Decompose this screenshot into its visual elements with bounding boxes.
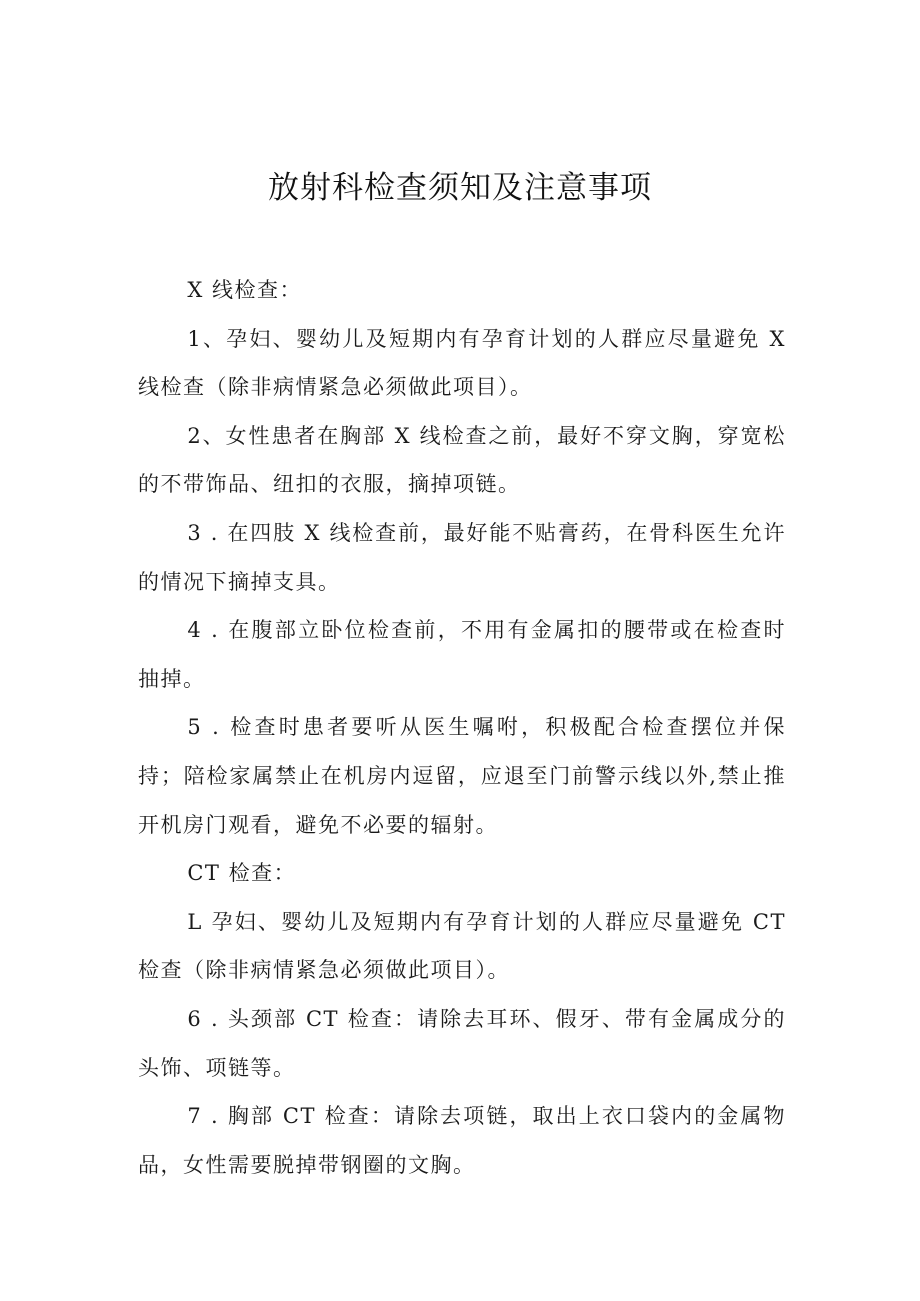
ct-item-7: 7 . 胸部 CT 检查：请除去项链，取出上衣口袋内的金属物品，女性需要脱掉带钢圈的文胸。 [138, 1104, 786, 1177]
section-heading-ct: CT 检查： [187, 861, 297, 886]
ct-item-1: L 孕妇、婴幼儿及短期内有孕育计划的人群应尽量避免 CT 检查（除非病情紧急必须做此项目）。 [138, 909, 786, 983]
xray-item-3: 3 . 在四肢 X 线检查前，最好能不贴膏药，在骨科医生允许的情况下摘掉支具。 [138, 520, 786, 594]
page-title: 放射科检查须知及注意事项 [268, 170, 652, 206]
xray-item-4: 4 . 在腹部立卧位检查前，不用有金属扣的腰带或在检查时抽掉。 [138, 618, 786, 691]
document-body [138, 266, 786, 1189]
xray-item-2: 2、女性患者在胸部 X 线检查之前，最好不穿文胸，穿宽松的不带饰品、纽扣的衣服，摘掉项链。 [138, 423, 786, 497]
xray-item-5: 5 . 检查时患者要听从医生嘱咐，积极配合检查摆位并保持；陪检家属禁止在机房内逗留，应退至门前警示线以外,禁止推开机房门观看，避免不必要的辐射。 [138, 715, 786, 837]
xray-item-1: 1、孕妇、婴幼儿及短期内有孕育计划的人群应尽量避免 X 线检查（除非病情紧急必须做此项目）。 [138, 326, 786, 400]
ct-item-6: 6 . 头颈部 CT 检查：请除去耳环、假牙、带有金属成分的头饰、项链等。 [138, 1006, 786, 1080]
section-heading-xray: X 线检查： [187, 278, 302, 302]
